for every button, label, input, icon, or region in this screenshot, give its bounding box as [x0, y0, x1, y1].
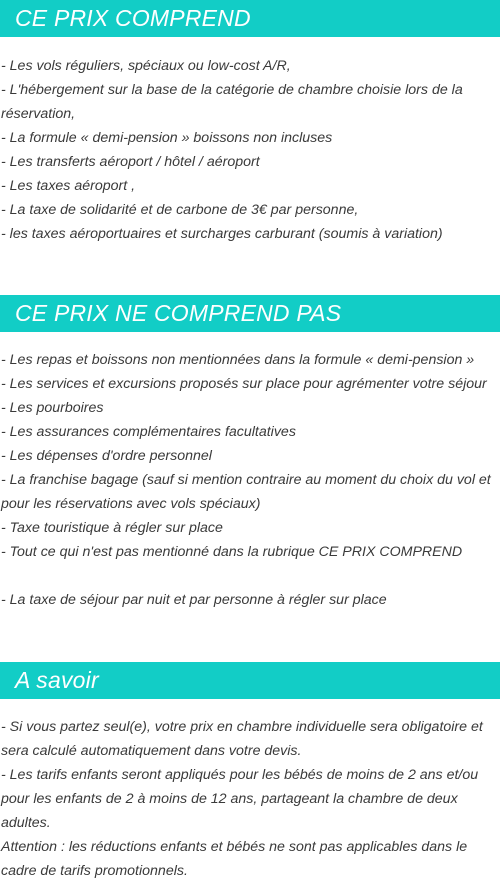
section-header-included — [0, 0, 500, 37]
included-list — [0, 54, 500, 246]
list-item: - L'hébergement sur la base de la catégorie de chambre choisie lors de la réservation, — [1, 82, 463, 122]
list-item: - Les tarifs enfants seront appliqués pour les bébés de moins de 2 ans et/ou pour les enfants de 2 à moins de 12 ans, partageant la chambre de deux adultes. — [1, 767, 479, 831]
list-item: - Les taxes aéroport , — [1, 178, 136, 194]
list-item: - les taxes aéroportuaires et surcharges carburant (soumis à variation) — [1, 226, 443, 242]
section-title: CE PRIX COMPREND — [15, 5, 251, 31]
list-item: - Les pourboires — [1, 400, 104, 416]
not-included-list — [0, 348, 500, 612]
list-item: - La taxe de séjour par nuit et par personne à régler sur place — [1, 592, 387, 608]
list-item: - Les vols réguliers, spéciaux ou low-cost A/R, — [1, 58, 291, 74]
section-header-good-to-know — [0, 662, 500, 699]
list-item: - Les services et excursions proposés sur place pour agrémenter votre séjour — [1, 376, 487, 392]
list-item: - La franchise bagage (sauf si mention contraire au moment du choix du vol et pour les réservations avec vols spéciaux) — [1, 472, 491, 512]
list-item: - La taxe de solidarité et de carbone de 3€ par personne, — [1, 202, 359, 218]
spacer — [1, 564, 498, 588]
list-item: - Tout ce qui n'est pas mentionné dans la rubrique CE PRIX COMPREND — [1, 544, 463, 560]
list-item: - La formule « demi-pension » boissons non incluses — [1, 130, 333, 146]
list-item: - Si vous partez seul(e), votre prix en chambre individuelle sera obligatoire et sera calculé automatiquement dans votre devis. — [1, 719, 483, 759]
section-title: A savoir — [15, 667, 99, 693]
list-item: - Les transferts aéroport / hôtel / aéroport — [1, 154, 260, 170]
list-item: - Les assurances complémentaires facultatives — [1, 424, 296, 440]
section-header-not-included — [0, 295, 500, 332]
list-item: - Les dépenses d'ordre personnel — [1, 448, 212, 464]
list-item: - Taxe touristique à régler sur place — [1, 520, 223, 536]
list-item: Attention : les réductions enfants et bébés ne sont pas applicables dans le cadre de tarifs promotionnels. — [1, 839, 468, 879]
good-to-know-list — [0, 715, 500, 883]
section-title: CE PRIX NE COMPREND PAS — [15, 300, 342, 326]
list-item: - Les repas et boissons non mentionnées dans la formule « demi-pension » — [1, 352, 475, 368]
